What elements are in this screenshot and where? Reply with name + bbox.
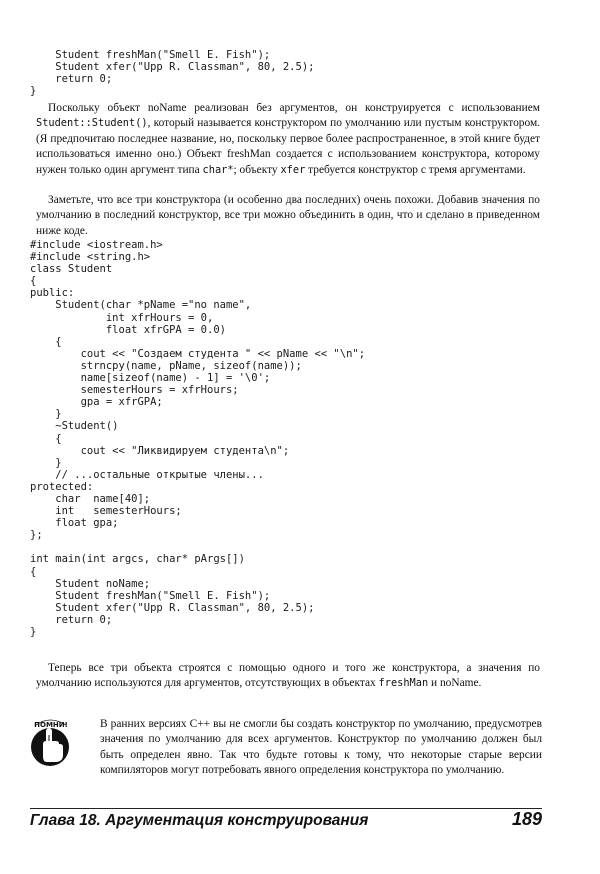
code-line: { (30, 275, 37, 288)
inline-code: freshMan (378, 677, 429, 690)
code-line: float xfrGPA = 0.0) (30, 323, 226, 336)
note-text: В ранних версиях С++ вы не смогли бы создать конструктор по умолчанию, предусмотрев значения по умолчанию для всех аргументов. Конструктор по умолчанию должен был быть определен явно. Так что будьте готовы к тому, что некоторые старые версии компиляторов могут потребовать явного определения конструктора по умолчанию. (100, 718, 542, 776)
footer-divider (30, 808, 542, 809)
code-line: #include <string.h> (30, 251, 151, 264)
inline-code: Student::Student() (36, 117, 148, 130)
code-line: semesterHours = xfrHours; (30, 384, 239, 397)
code-line: strncpy(name, pName, sizeof(name)); (30, 359, 302, 372)
code-line: { (30, 335, 62, 348)
code-line: protected: (30, 480, 94, 493)
code-line: Student(char *pName ="no name", (30, 299, 252, 312)
code-line: } (30, 456, 62, 469)
code-line: ~Student() (30, 420, 119, 433)
code-line: Student xfer("Upp R. Classman", 80, 2.5); (30, 61, 315, 74)
code-line: Student xfer("Upp R. Classman", 80, 2.5); (30, 601, 315, 614)
code-line: Student freshMan("Smell E. Fish"); (30, 49, 271, 61)
code-line: { (30, 565, 37, 578)
code-line: name[sizeof(name) - 1] = '\0'; (30, 372, 271, 385)
inline-code: char* (202, 163, 234, 176)
page-number: 189 (511, 809, 542, 829)
code-line: int main(int argcs, char* pArgs[]) (30, 553, 245, 566)
paragraph-default-constructor: Поскольку объект noName реализован без аргументов, он конструируется с использованием Student::Student(), который называется конструктором по умолчанию или пустым конструктором. (Я предпочитаю последнее название, но, поскольку первое более распространенное, в этой книге будет использоваться именно оно.) Объект freshMan создается с использованием конструктора, которому нужен только один аргумент типа char*; объекту xfer требуется конструктор с тремя аргументами. (36, 102, 540, 176)
code-listing-main (30, 239, 365, 638)
code-line: cout << "Ликвидируем студента\n"; (30, 444, 290, 457)
code-fragment-top (30, 49, 314, 97)
code-line: { (30, 432, 62, 445)
code-line: class Student (30, 263, 113, 276)
remember-note (30, 717, 542, 787)
paragraph-combine-constructors: Заметьте, что все три конструктора (и особенно два последних) очень похожи. Добавив значения по умолчанию в последний конструктор, все три можно объединить в один, что и сделано в приведенном ниже коде. (36, 194, 540, 237)
code-line: int xfrHours = 0, (30, 311, 214, 324)
remember-label: ПОМНИ! (34, 721, 68, 729)
paragraph-all-objects: Теперь все три объекта строятся с помощью одного и того же конструктора, а значения по умолчанию используются для аргументов, отсутствующих в объектах freshMan и noName. (36, 662, 540, 690)
remember-hand-icon (30, 717, 76, 771)
inline-code: xfer (280, 163, 306, 176)
code-line: return 0; (30, 613, 113, 626)
code-line: Student noName; (30, 577, 151, 590)
code-line: return 0; (30, 73, 113, 86)
code-line: } (30, 85, 37, 98)
code-line: // ...остальные открытые члены... (30, 468, 264, 481)
code-line: gpa = xfrGPA; (30, 396, 163, 409)
code-line: } (30, 408, 62, 421)
code-line: #include <iostream.h> (30, 239, 163, 251)
code-line (30, 541, 365, 553)
code-line: float gpa; (30, 517, 119, 530)
code-line: Student freshMan("Smell E. Fish"); (30, 589, 271, 602)
code-line: cout << "Создаем студента " << pName << "\n"; (30, 347, 366, 360)
chapter-title: Глава 18. Аргументация конструирования (30, 812, 369, 829)
code-line: }; (30, 529, 43, 542)
code-line: public: (30, 287, 75, 300)
code-line: char name[40]; (30, 492, 151, 505)
code-line: } (30, 626, 37, 638)
code-line: int semesterHours; (30, 505, 182, 518)
